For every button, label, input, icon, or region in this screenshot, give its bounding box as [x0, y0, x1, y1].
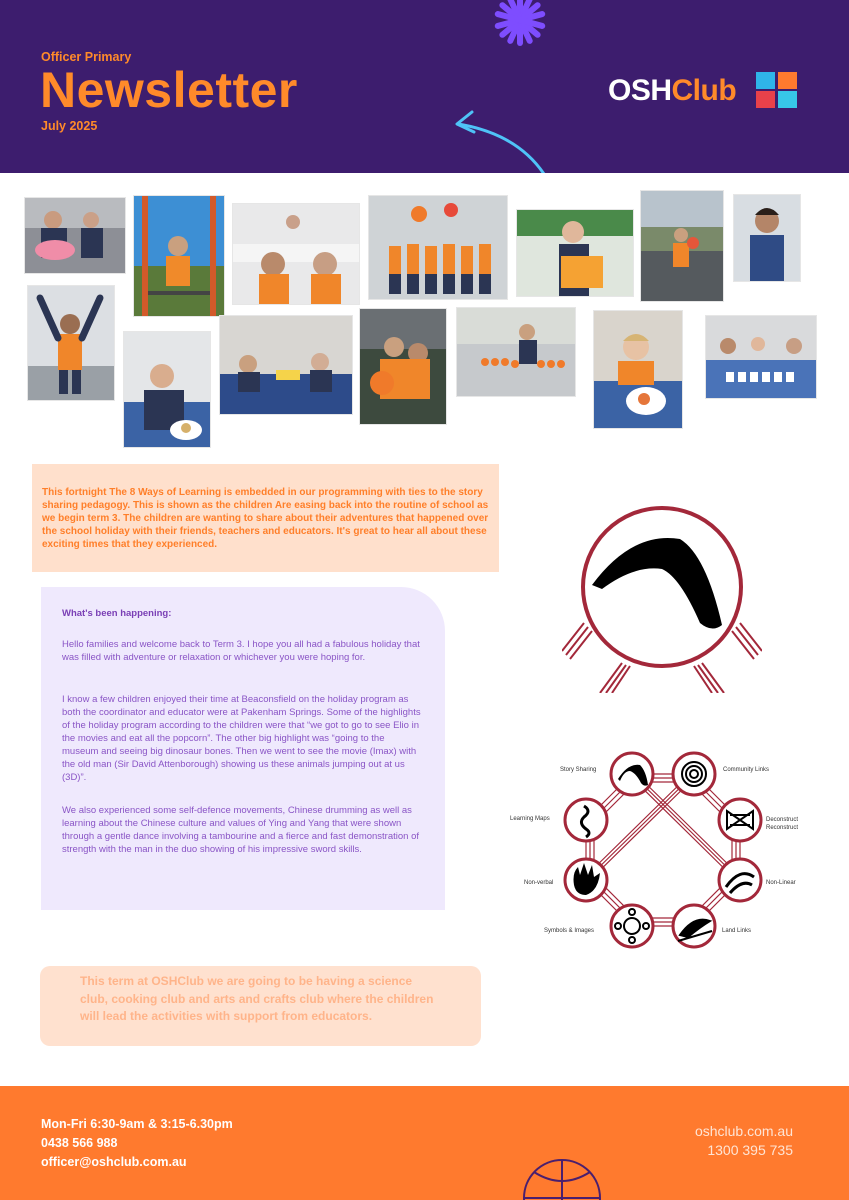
label-non-verbal: Non-verbal — [524, 880, 554, 886]
footer-phone: 0438 566 988 — [41, 1136, 118, 1150]
callout-box — [32, 464, 499, 572]
newsletter-title: Newsletter — [40, 62, 298, 118]
photo-table-group — [232, 203, 360, 305]
photo-girl-smiling — [733, 194, 801, 282]
photo-playground-slide — [133, 195, 225, 317]
photo-card-game — [705, 315, 817, 399]
clubs-notice — [40, 966, 481, 1046]
photo-girl-painting — [516, 209, 634, 297]
header-banner — [0, 0, 849, 173]
label-learning-maps: Learning Maps — [510, 816, 550, 822]
clubs-notice-text: This term at OSHClub we are going to be having a science club, cooking club and arts and crafts club where the children will lead the activities with support from educators. — [80, 974, 434, 1023]
logo-squares-icon — [756, 72, 797, 108]
photo-boy-arms-up — [27, 285, 115, 401]
label-symbols-images: Symbols & Images — [544, 928, 595, 934]
label-deconstruct: Deconstruct — [766, 817, 799, 823]
oshclub-logo — [608, 74, 736, 108]
footer-hours: Mon-Fri 6:30-9am & 3:15-6.30pm — [41, 1117, 233, 1131]
happening-paragraph-3: We also experienced some self-defence movements, Chinese drumming as well as learning about the Chinese culture and values of Ying and Yang that were shown through a gentle dance involving a tambourine and a fierce and fast demonstration of strength with the man in the duo showing of his impressive sword skills. — [62, 805, 420, 855]
happening-paragraph-1: Hello families and welcome back to Term 3. I hope you all had a fabulous holiday that was filled with adventure or relaxation or whichever you were hoping for. — [62, 639, 420, 663]
callout-text: This fortnight The 8 Ways of Learning is embedded in our programming with ties to the story sharing pedagogy. This is shown as the children Are easing back into the routine of school as we begin term 3. The children are wanting to share about their adventures that happened over the school holiday with their friends, teachers and educators. It's great to hear all about these exciting times that they experienced. — [42, 487, 489, 550]
basketball-icon — [520, 1156, 604, 1200]
label-story-sharing: Story Sharing — [560, 767, 597, 773]
newsletter-date: July 2025 — [41, 119, 98, 133]
label-land-links: Land Links — [722, 928, 752, 934]
school-name: Officer Primary — [41, 50, 132, 64]
photo-kids-table-drawing — [219, 315, 353, 415]
label-non-linear: Non-Linear — [766, 880, 796, 886]
footer-website[interactable]: oshclub.com.au — [694, 1123, 793, 1139]
photo-boy-eating — [123, 331, 211, 448]
logo-osh: OSH — [608, 74, 672, 107]
story-sharing-symbol — [562, 503, 762, 693]
label-community-links: Community Links — [723, 767, 770, 773]
photo-boy-pumpkin-line — [456, 307, 576, 397]
footer-email[interactable]: officer@oshclub.com.au — [41, 1155, 187, 1169]
footer-hotline: 1300 395 735 — [707, 1142, 793, 1158]
footer — [0, 1086, 849, 1200]
label-reconstruct: Reconstruct — [766, 825, 799, 831]
photo-boy-outdoors — [640, 190, 724, 302]
whats-happening-panel — [41, 587, 445, 910]
photo-girls-cushion — [24, 197, 126, 274]
sunburst-graphic — [470, 0, 570, 50]
photo-boy-plate — [593, 310, 683, 429]
arrow-graphic — [450, 106, 550, 173]
photo-classroom-masks — [368, 195, 508, 300]
photo-boys-pumpkin — [359, 308, 447, 425]
eight-ways-diagram — [508, 745, 808, 950]
happening-paragraph-2: I know a few children enjoyed their time at Beaconsfield on the holiday program as both the coordinator and educator were at Pakenham Springs. Some of the highlights of the holiday program according to the children were that “we got to go to see Elio in the movies and eat all the popcorn”. The other big highlight was “going to the museum and seeing big dinosaur bones. Then we went to see the movie (Imax) with the old man (Sir David Attenborough) showing us these animals jumping out at us (3D)”. — [62, 694, 421, 783]
logo-club: Club — [671, 74, 737, 107]
whats-happening-heading: What's been happening: — [62, 608, 172, 619]
